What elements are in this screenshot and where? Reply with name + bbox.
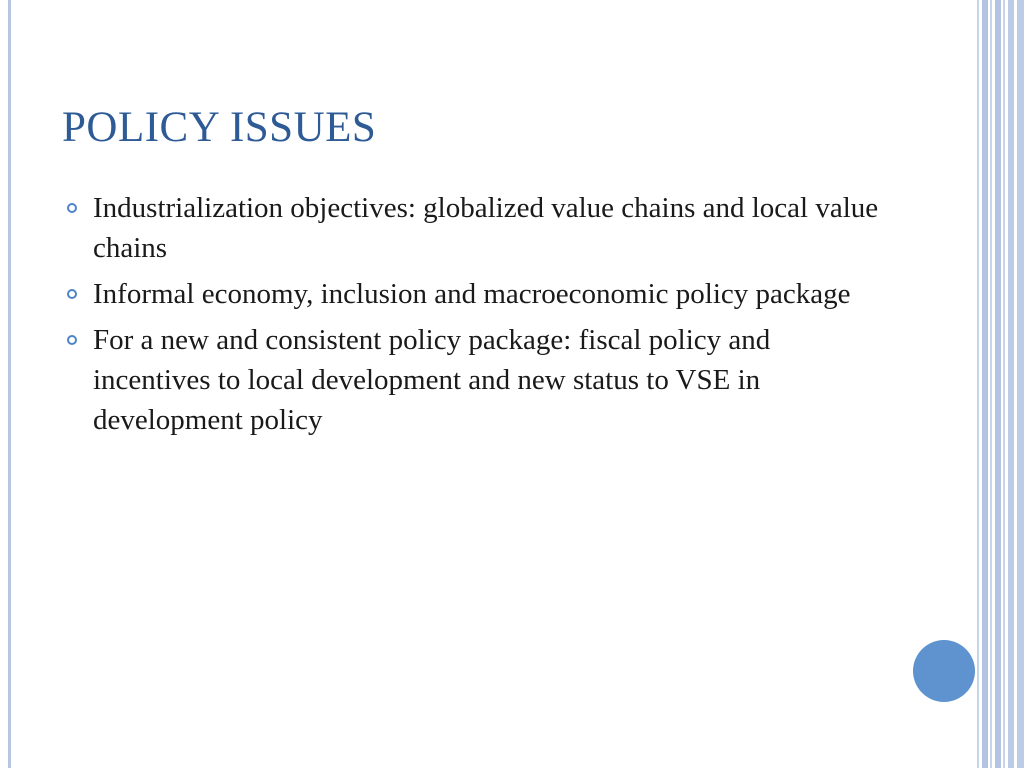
bullet-text: For a new and consistent policy package: fiscal policy and incentives to local development and new status to VSE in development policy: [93, 324, 771, 436]
right-border-stripe: [995, 0, 1001, 768]
slide-title: POLICY ISSUES: [62, 104, 377, 151]
right-border-stripe: [977, 0, 979, 768]
bullet-list: [62, 188, 882, 446]
bullet-item: [62, 188, 882, 268]
decorative-circle-icon: [913, 640, 975, 702]
hollow-circle-bullet-icon: [67, 203, 77, 213]
right-border-stripe: [1003, 0, 1005, 768]
bullet-text: Informal economy, inclusion and macroeconomic policy package: [93, 278, 851, 310]
right-border-stripe: [982, 0, 988, 768]
right-border-stripe: [990, 0, 992, 768]
hollow-circle-bullet-icon: [67, 335, 77, 345]
bullet-item: [62, 274, 882, 314]
left-border-line: [8, 0, 11, 768]
bullet-item: [62, 320, 882, 440]
hollow-circle-bullet-icon: [67, 289, 77, 299]
bullet-text: Industrialization objectives: globalized value chains and local value chains: [93, 192, 879, 264]
right-border-gap: [1014, 0, 1017, 768]
